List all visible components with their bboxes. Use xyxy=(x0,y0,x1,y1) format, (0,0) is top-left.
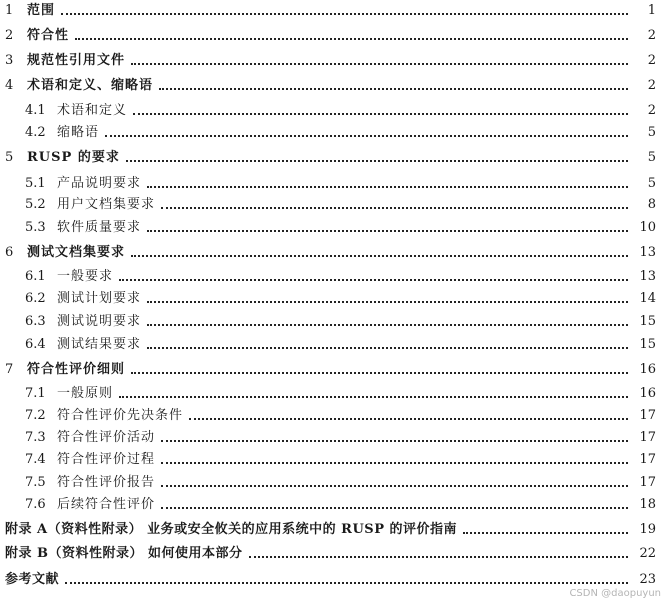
toc-entry[interactable] xyxy=(0,214,669,236)
toc-entry[interactable] xyxy=(0,356,669,378)
toc-entry-page: 17 xyxy=(639,475,656,490)
toc-entry-number: 5.1 xyxy=(25,176,46,191)
dot-leader xyxy=(119,396,628,398)
toc-entry[interactable] xyxy=(0,47,669,69)
toc-entry-page: 15 xyxy=(639,337,656,352)
toc-entry-page: 19 xyxy=(639,522,656,537)
toc-entry[interactable] xyxy=(0,469,669,491)
toc-entry[interactable] xyxy=(0,0,669,19)
toc-entry-number: 4 xyxy=(5,78,14,93)
toc-entry-title: 测试说明要求 xyxy=(57,314,142,329)
toc-entry-number: 6.3 xyxy=(25,314,46,329)
toc-entry-number: 5.2 xyxy=(25,197,46,212)
toc-entry-title: RUSP 的要求 xyxy=(27,150,120,165)
dot-leader xyxy=(463,532,628,534)
dot-leader xyxy=(161,440,628,442)
toc-entry-title: 符合性 xyxy=(27,28,70,43)
toc-entry[interactable] xyxy=(0,516,669,538)
toc-entry[interactable] xyxy=(0,446,669,468)
dot-leader xyxy=(159,88,628,90)
toc-entry-number: 7.4 xyxy=(25,452,46,467)
toc-entry-page: 2 xyxy=(647,28,656,43)
dot-leader xyxy=(161,485,628,487)
toc-entry[interactable] xyxy=(0,22,669,44)
toc-entry[interactable] xyxy=(0,263,669,285)
toc-entry-number: 7.3 xyxy=(25,430,46,445)
dot-leader xyxy=(147,186,628,188)
dot-leader xyxy=(147,324,628,326)
toc-entry-number: 7.1 xyxy=(25,386,46,401)
toc-entry-title: 一般要求 xyxy=(57,269,114,284)
toc-entry[interactable] xyxy=(0,491,669,513)
toc-entry-page: 13 xyxy=(639,269,656,284)
dot-leader xyxy=(189,418,628,420)
toc-entry-title: 附录 B（资料性附录） 如何使用本部分 xyxy=(5,546,243,561)
toc-entry-page: 16 xyxy=(639,386,656,401)
toc-entry-title: 后续符合性评价 xyxy=(57,497,156,512)
toc-entry[interactable] xyxy=(0,566,669,588)
toc-entry-title: 测试计划要求 xyxy=(57,291,142,306)
toc-entry-number: 7.6 xyxy=(25,497,46,512)
toc-entry-page: 1 xyxy=(647,3,656,18)
dot-leader xyxy=(133,113,628,115)
toc-entry-title: 参考文献 xyxy=(5,572,60,587)
watermark: CSDN @daopuyun xyxy=(569,588,661,599)
toc-entry-title: 规范性引用文件 xyxy=(27,53,126,68)
dot-leader xyxy=(119,279,628,281)
dot-leader xyxy=(147,301,628,303)
dot-leader xyxy=(147,230,628,232)
dot-leader xyxy=(161,507,628,509)
toc-entry-title: 一般原则 xyxy=(57,386,114,401)
toc-entry-title: 软件质量要求 xyxy=(57,220,142,235)
toc-entry[interactable] xyxy=(0,402,669,424)
dot-leader xyxy=(126,160,628,162)
toc-entry-number: 3 xyxy=(5,53,14,68)
dot-leader xyxy=(61,13,628,15)
toc-entry-page: 16 xyxy=(639,362,656,377)
toc-entry[interactable] xyxy=(0,308,669,330)
toc-entry-number: 4.2 xyxy=(25,125,46,140)
toc-entry-number: 7.5 xyxy=(25,475,46,490)
toc-entry-title: 术语和定义、缩略语 xyxy=(27,78,154,93)
toc-entry[interactable] xyxy=(0,97,669,119)
toc-entry-page: 14 xyxy=(639,291,656,306)
toc-entry-page: 8 xyxy=(647,197,656,212)
toc-entry-number: 6.2 xyxy=(25,291,46,306)
dot-leader xyxy=(75,38,628,40)
toc-entry[interactable] xyxy=(0,119,669,141)
toc-entry[interactable] xyxy=(0,424,669,446)
toc-entry[interactable] xyxy=(0,144,669,166)
toc-entry-page: 17 xyxy=(639,408,656,423)
toc-entry-page: 10 xyxy=(639,220,656,235)
toc-entry-page: 17 xyxy=(639,430,656,445)
dot-leader xyxy=(105,135,628,137)
dot-leader xyxy=(147,347,628,349)
toc-entry[interactable] xyxy=(0,239,669,261)
toc-entry-title: 术语和定义 xyxy=(57,103,128,118)
dot-leader xyxy=(131,372,628,374)
toc-entry-page: 5 xyxy=(647,176,656,191)
toc-entry-number: 7 xyxy=(5,362,14,377)
toc-entry-title: 测试文档集要求 xyxy=(27,245,126,260)
toc-entry-page: 22 xyxy=(639,546,656,561)
toc-entry-title: 符合性评价过程 xyxy=(57,452,156,467)
toc-entry-title: 符合性评价报告 xyxy=(57,475,156,490)
dot-leader xyxy=(161,207,628,209)
toc-entry[interactable] xyxy=(0,72,669,94)
toc-entry[interactable] xyxy=(0,191,669,213)
toc-entry-page: 2 xyxy=(647,53,656,68)
toc-entry[interactable] xyxy=(0,170,669,192)
toc-entry[interactable] xyxy=(0,285,669,307)
toc-entry-page: 2 xyxy=(647,103,656,118)
toc-entry-title: 产品说明要求 xyxy=(57,176,142,191)
toc-entry[interactable] xyxy=(0,540,669,562)
toc-entry-page: 13 xyxy=(639,245,656,260)
toc-entry-title: 符合性评价活动 xyxy=(57,430,156,445)
toc-entry-page: 5 xyxy=(647,125,656,140)
toc-entry-title: 符合性评价先决条件 xyxy=(57,408,184,423)
toc-entry-page: 15 xyxy=(639,314,656,329)
toc-entry-page: 17 xyxy=(639,452,656,467)
toc-entry-page: 5 xyxy=(647,150,656,165)
toc-entry-page: 2 xyxy=(647,78,656,93)
toc-entry-number: 5 xyxy=(5,150,14,165)
toc-entry-number: 6.1 xyxy=(25,269,46,284)
toc-entry-number: 4.1 xyxy=(25,103,46,118)
toc-entry-number: 1 xyxy=(5,3,14,18)
toc-entry-title: 测试结果要求 xyxy=(57,337,142,352)
toc-entry-number: 5.3 xyxy=(25,220,46,235)
dot-leader xyxy=(249,556,628,558)
toc-entry-number: 6.4 xyxy=(25,337,46,352)
dot-leader xyxy=(131,63,628,65)
toc-entry-number: 7.2 xyxy=(25,408,46,423)
toc-entry-page: 23 xyxy=(639,572,656,587)
toc-entry-title: 符合性评价细则 xyxy=(27,362,126,377)
dot-leader xyxy=(161,462,628,464)
toc-entry-title: 范围 xyxy=(27,3,56,18)
toc-entry-title: 用户文档集要求 xyxy=(57,197,156,212)
toc-entry-title: 缩略语 xyxy=(57,125,100,140)
toc-entry-title: 附录 A（资料性附录） 业务或安全攸关的应用系统中的 RUSP 的评价指南 xyxy=(5,522,457,537)
toc-entry[interactable] xyxy=(0,331,669,353)
toc-entry-number: 2 xyxy=(5,28,14,43)
toc-entry[interactable] xyxy=(0,380,669,402)
dot-leader xyxy=(65,582,628,584)
toc-entry-number: 6 xyxy=(5,245,14,260)
toc-entry-page: 18 xyxy=(639,497,656,512)
dot-leader xyxy=(131,255,628,257)
